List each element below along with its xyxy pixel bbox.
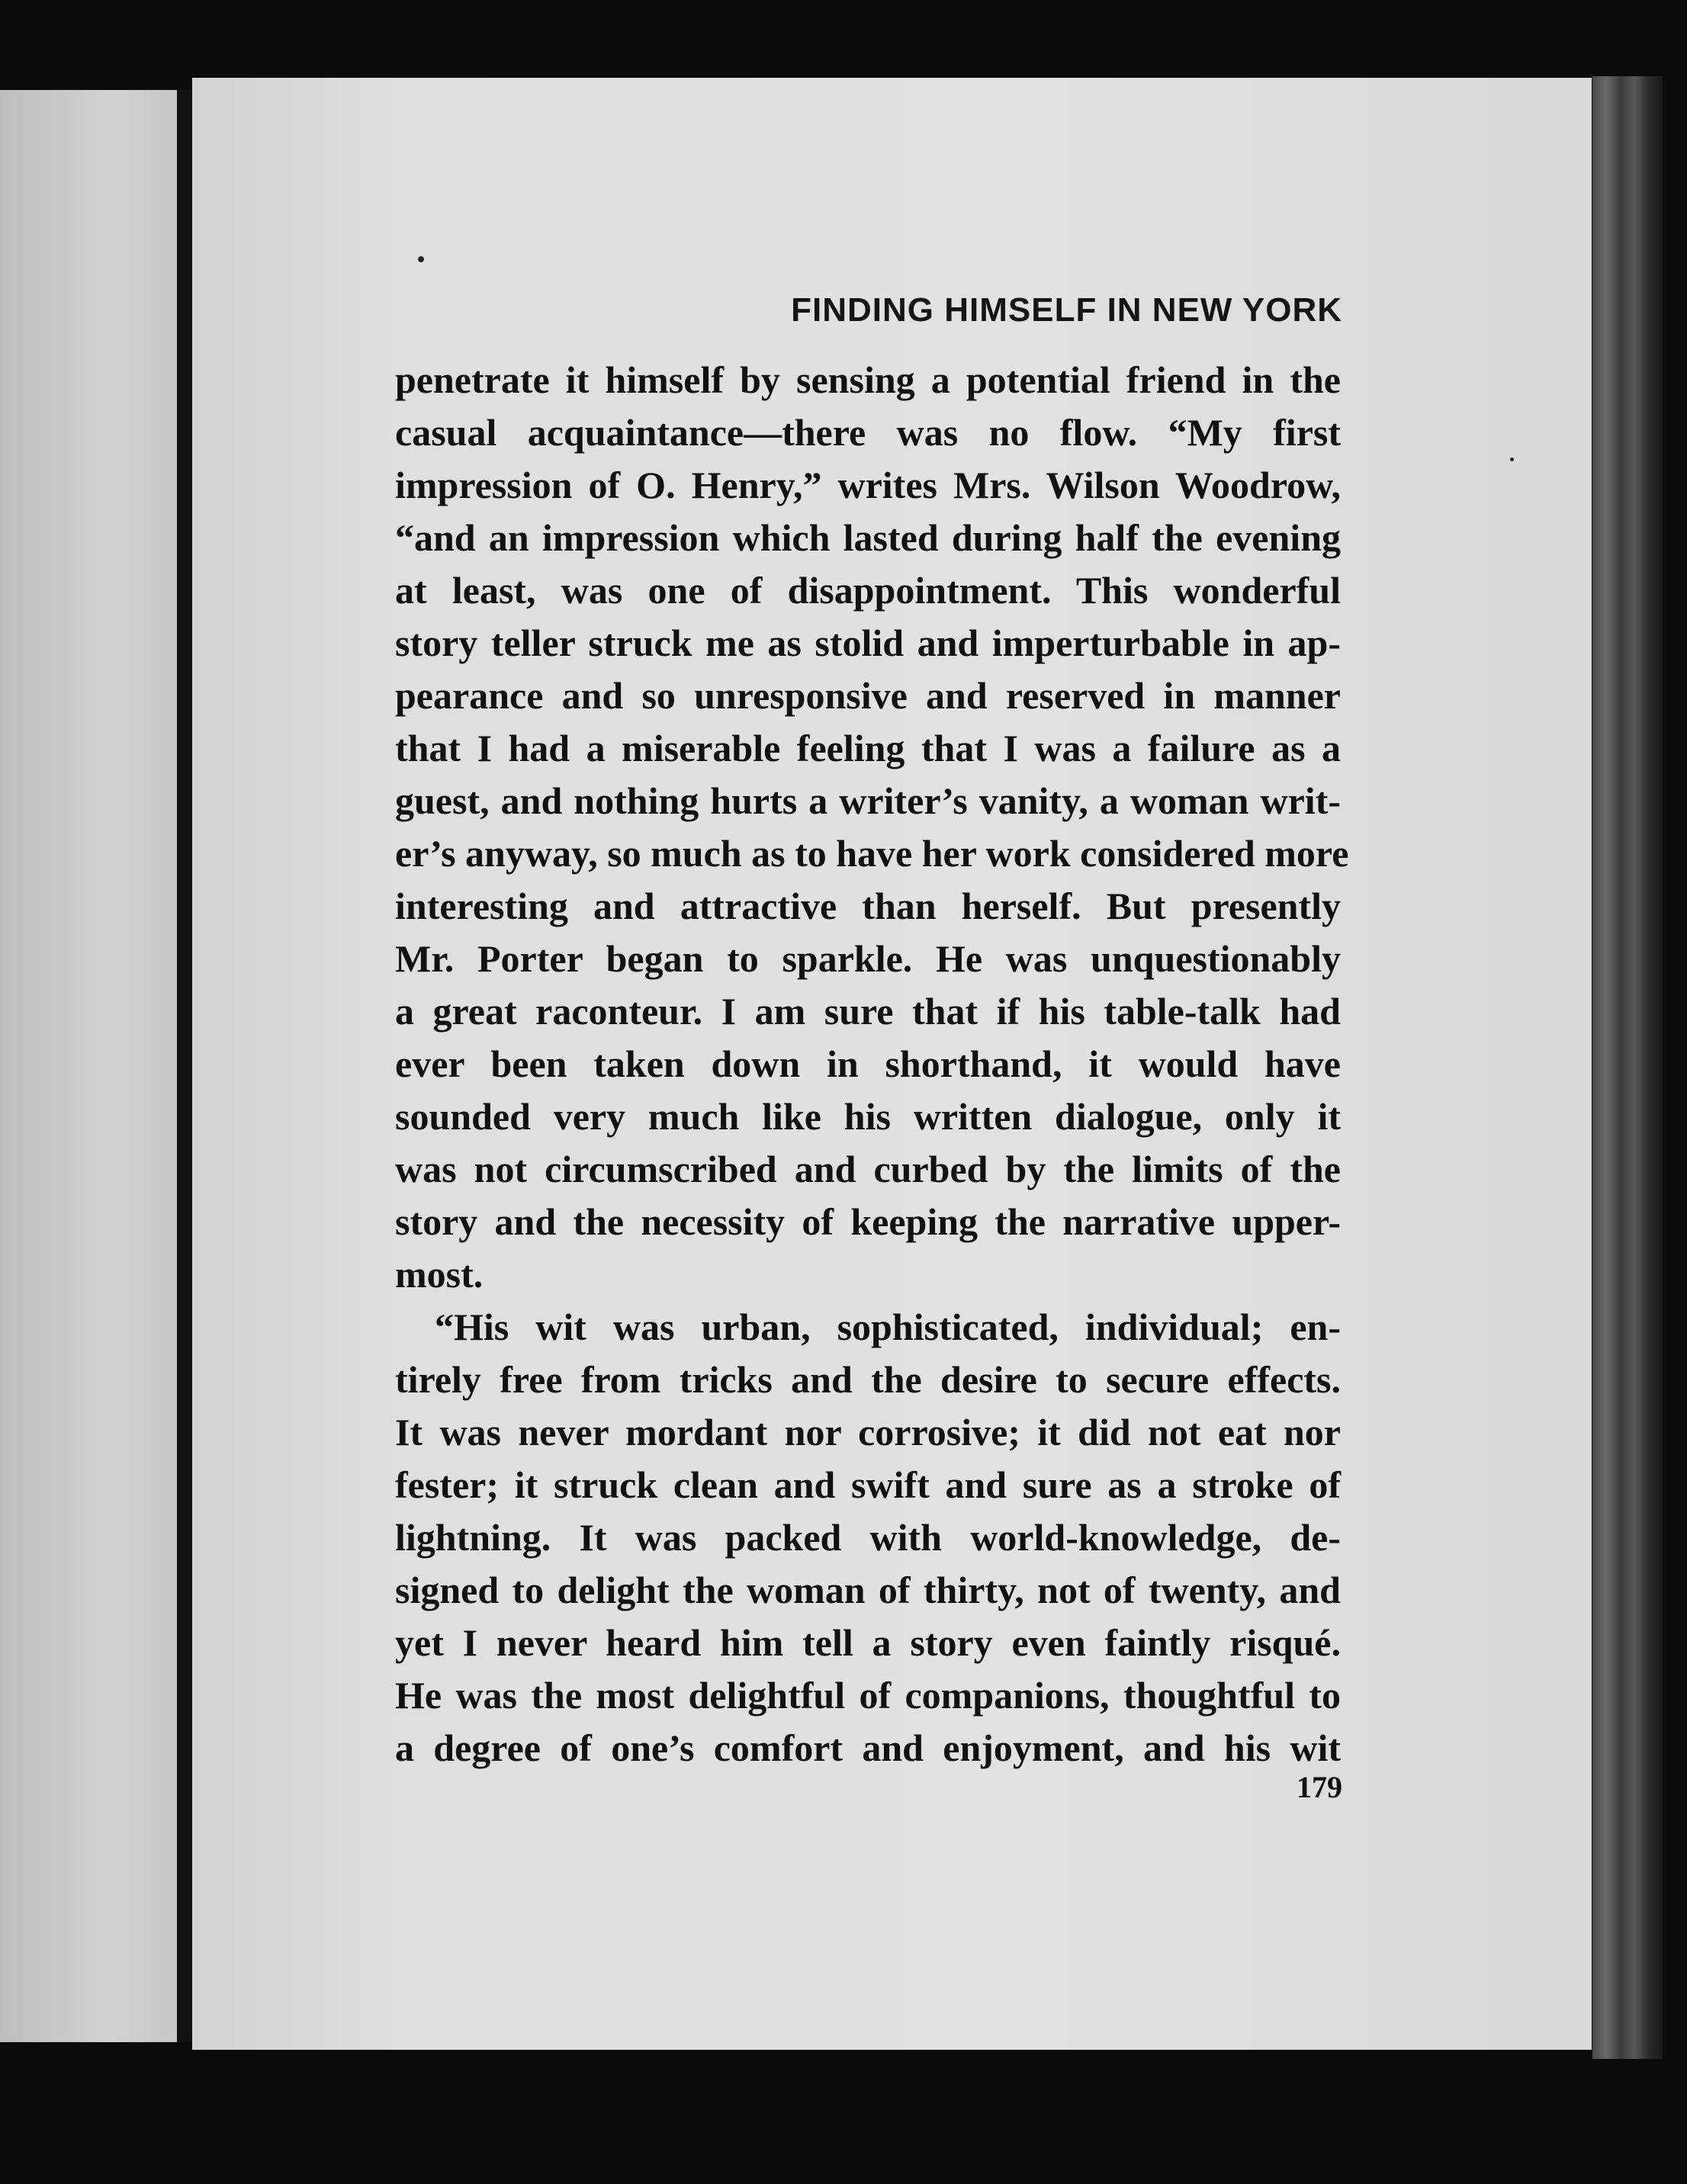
text-line: ever been taken down in shorthand, it would have xyxy=(395,1042,1341,1085)
text-line: casual acquaintance—there was no flow. “My first xyxy=(395,411,1341,454)
text-line: “His wit was urban, sophisticated, individual; en- xyxy=(435,1306,1341,1348)
text-line: Mr. Porter began to sparkle. He was unquestionably xyxy=(395,937,1341,980)
text-line: was not circumscribed and curbed by the limits of the xyxy=(395,1148,1341,1190)
text-line: a great raconteur. I am sure that if his table-talk had xyxy=(395,990,1341,1033)
text-line: sounded very much like his written dialogue, only it xyxy=(395,1095,1341,1138)
text-line: at least, was one of disappointment. This wonderful xyxy=(395,569,1341,612)
body-text xyxy=(395,354,1349,1774)
page-number: 179 xyxy=(1297,1770,1342,1804)
text-line: impression of O. Henry,” writes Mrs. Wilson Woodrow, xyxy=(395,464,1341,506)
text-line: lightning. It was packed with world-knowledge, de- xyxy=(395,1516,1341,1559)
text-line: yet I never heard him tell a story even faintly risqué. xyxy=(395,1621,1341,1664)
text-line: that I had a miserable feeling that I was a failure as a xyxy=(395,727,1341,769)
running-head: FINDING HIMSELF IN NEW YORK xyxy=(791,291,1342,329)
text-line: tirely free from tricks and the desire to secure effects. xyxy=(395,1358,1341,1401)
scan-speck xyxy=(1510,458,1514,461)
text-line: He was the most delightful of companions, thoughtful to xyxy=(395,1674,1341,1717)
book-gutter xyxy=(177,90,194,2042)
text-line: penetrate it himself by sensing a potential friend in the xyxy=(395,358,1341,401)
text-line: pearance and so unresponsive and reserved in manner xyxy=(395,674,1341,717)
paragraph-continued xyxy=(395,1354,1341,1774)
text-line: signed to delight the woman of thirty, not of twenty, and xyxy=(395,1569,1341,1611)
page-stack-edge xyxy=(1592,76,1663,2059)
paragraph xyxy=(395,354,1349,1301)
text-line: fester; it struck clean and swift and sure as a stroke of xyxy=(395,1463,1341,1506)
text-line: er’s anyway, so much as to have her work considered more xyxy=(395,832,1349,875)
text-line: story teller struck me as stolid and imperturbable in ap- xyxy=(395,621,1341,664)
text-line: “and an impression which lasted during half the evening xyxy=(395,516,1341,559)
text-line: most. xyxy=(395,1253,484,1296)
paragraph xyxy=(395,1301,1341,1354)
scan-speck xyxy=(418,256,424,262)
text-line: guest, and nothing hurts a writer’s vanity, a woman writ- xyxy=(395,779,1341,822)
facing-page-edge xyxy=(0,90,183,2042)
text-line: a degree of one’s comfort and enjoyment, and his wit xyxy=(395,1726,1341,1769)
text-line: story and the necessity of keeping the narrative upper- xyxy=(395,1200,1341,1243)
text-line: interesting and attractive than herself. But presently xyxy=(395,885,1341,927)
text-line: It was never mordant nor corrosive; it did not eat nor xyxy=(395,1411,1341,1453)
